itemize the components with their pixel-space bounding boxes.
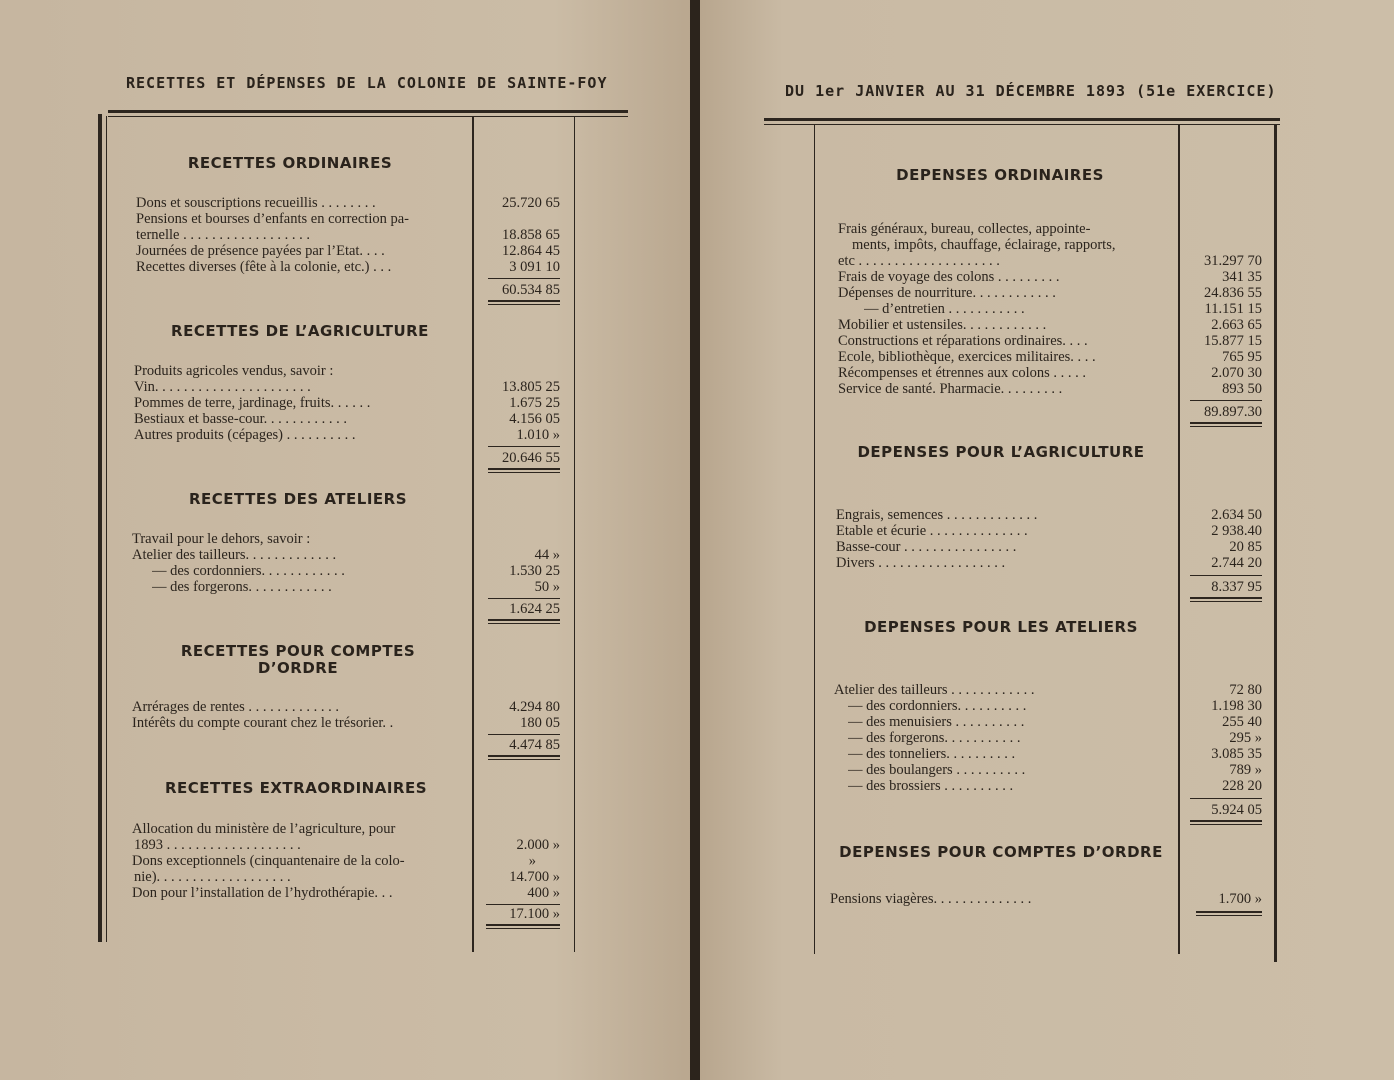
line-item xyxy=(838,253,1268,269)
right-top-rule-thin xyxy=(764,124,1280,125)
line-item xyxy=(838,221,1268,237)
line-amount: 341 35 xyxy=(1222,269,1262,285)
line-amount: 2 938.40 xyxy=(1211,523,1262,539)
right-running-head: DU 1er JANVIER AU 31 DÉCEMBRE 1893 (51e EXERCICE) xyxy=(785,82,1277,100)
section-total: 17.100 » xyxy=(509,906,560,922)
line-amount: 2.000 » xyxy=(516,837,560,853)
line-label: — des forgerons. . . . . . . . . . . . xyxy=(152,579,332,595)
line-item xyxy=(132,821,566,837)
subtotal-rule xyxy=(488,278,560,279)
line-item xyxy=(848,762,1268,778)
section-title-recettes-agriculture: RECETTES DE L’AGRICULTURE xyxy=(171,322,429,340)
line-label: Atelier des tailleurs . . . . . . . . . . . . xyxy=(834,682,1035,698)
line-amount: 1.010 » xyxy=(516,427,560,443)
line-item xyxy=(830,891,1268,907)
line-item xyxy=(848,746,1268,762)
subtotal-rule xyxy=(1190,575,1262,576)
line-label: Journées de présence payées par l’Etat. . . . xyxy=(136,243,385,259)
left-frame-rule xyxy=(98,114,102,942)
left-top-rule-thin xyxy=(108,116,628,117)
line-label: Pommes de terre, jardinage, fruits. . . . . . xyxy=(134,395,371,411)
line-item xyxy=(134,379,566,395)
line-item xyxy=(848,698,1268,714)
section-title-depenses-agriculture: DEPENSES POUR L’AGRICULTURE xyxy=(857,443,1145,461)
line-item xyxy=(836,523,1268,539)
right-left-column-rule xyxy=(814,124,815,954)
line-item xyxy=(848,714,1268,730)
line-amount: 893 50 xyxy=(1222,381,1262,397)
line-item xyxy=(134,869,566,885)
left-frame-rule-thin xyxy=(106,116,107,942)
line-label: Mobilier et ustensiles. . . . . . . . . . . . xyxy=(838,317,1047,333)
line-label: — des brossiers . . . . . . . . . . xyxy=(848,778,1014,794)
line-label: — des menuisiers . . . . . . . . . . xyxy=(848,714,1025,730)
section-title-recettes-comptes-ordre: RECETTES POUR COMPTES D’ORDRE xyxy=(180,642,416,677)
line-amount: 11.151 15 xyxy=(1204,301,1262,317)
line-label: Bestiaux et basse-cour. . . . . . . . . . . . xyxy=(134,411,348,427)
line-label: 1893 . . . . . . . . . . . . . . . . . . . xyxy=(134,837,301,853)
total-double-rule xyxy=(486,928,560,929)
line-label: Allocation du ministère de l’agriculture, pour xyxy=(132,821,396,837)
left-top-rule xyxy=(108,110,628,113)
subtotal-rule xyxy=(1190,400,1262,401)
right-frame-rule xyxy=(1274,124,1277,962)
total-double-rule xyxy=(1196,915,1262,916)
total-double-rule xyxy=(1190,597,1262,599)
line-label: Intérêts du compte courant chez le trésorier. . xyxy=(132,715,394,731)
line-label: nie). . . . . . . . . . . . . . . . . . . xyxy=(134,869,291,885)
line-amount: 14.700 » xyxy=(509,869,560,885)
line-label: Engrais, semences . . . . . . . . . . . . . xyxy=(836,507,1038,523)
line-item xyxy=(834,682,1268,698)
line-amount: 1.675 25 xyxy=(509,395,560,411)
left-right-column-rule xyxy=(574,116,575,952)
line-amount: 72 80 xyxy=(1229,682,1262,698)
line-amount: 18.858 65 xyxy=(502,227,560,243)
line-amount: 1.530 25 xyxy=(509,563,560,579)
line-amount: 255 40 xyxy=(1222,714,1262,730)
line-label: Frais de voyage des colons . . . . . . . . . xyxy=(838,269,1060,285)
total-double-rule xyxy=(488,300,560,302)
line-label: Atelier des tailleurs. . . . . . . . . . . . . xyxy=(132,547,337,563)
line-item xyxy=(152,579,566,595)
line-item xyxy=(838,365,1268,381)
line-item xyxy=(136,211,566,227)
line-label: ments, impôts, chauffage, éclairage, rapports, xyxy=(852,237,1116,253)
line-amount: 31.297 70 xyxy=(1204,253,1262,269)
line-item xyxy=(848,778,1268,794)
line-label: Récompenses et étrennes aux colons . . . . . xyxy=(838,365,1087,381)
line-item xyxy=(136,227,566,243)
line-label: Don pour l’installation de l’hydrothérapie. . . xyxy=(132,885,393,901)
line-amount: 12.864 45 xyxy=(502,243,560,259)
section-total: 5.924 05 xyxy=(1211,802,1262,818)
total-double-rule xyxy=(1190,422,1262,424)
section-total: 4.474 85 xyxy=(509,737,560,753)
line-amount: » xyxy=(528,853,536,869)
line-label: Dons et souscriptions recueillis . . . . . . . . xyxy=(136,195,376,211)
line-amount: 50 » xyxy=(534,579,560,595)
line-label: Autres produits (cépages) . . . . . . . . . . xyxy=(134,427,356,443)
section-title-recettes-ordinaires: RECETTES ORDINAIRES xyxy=(187,154,393,172)
right-page xyxy=(700,0,1394,1080)
line-item xyxy=(136,259,566,275)
line-item xyxy=(838,285,1268,301)
line-item xyxy=(838,333,1268,349)
line-item xyxy=(836,507,1268,523)
total-double-rule xyxy=(488,759,560,760)
total-double-rule xyxy=(488,468,560,470)
line-item xyxy=(852,237,1268,253)
line-amount: 2.070 30 xyxy=(1211,365,1262,381)
line-amount: 2.744 20 xyxy=(1211,555,1262,571)
section-title-depenses-ordinaires: DEPENSES ORDINAIRES xyxy=(896,166,1104,184)
line-item xyxy=(838,381,1268,397)
line-item xyxy=(836,539,1268,555)
line-label: — des cordonniers. . . . . . . . . . . . xyxy=(152,563,345,579)
line-label: Ecole, bibliothèque, exercices militaires. . . . xyxy=(838,349,1096,365)
line-item xyxy=(848,730,1268,746)
line-amount: 765 95 xyxy=(1222,349,1262,365)
line-label: Vin. . . . . . . . . . . . . . . . . . . . . . xyxy=(134,379,311,395)
section-total: 1.624 25 xyxy=(509,601,560,617)
line-amount: 3 091 10 xyxy=(509,259,560,275)
line-item xyxy=(836,555,1268,571)
line-item xyxy=(152,563,566,579)
line-amount: 2.634 50 xyxy=(1211,507,1262,523)
line-amount: 3.085 35 xyxy=(1211,746,1262,762)
total-double-rule xyxy=(1190,601,1262,602)
line-item xyxy=(134,837,566,853)
line-amount: 180 05 xyxy=(520,715,560,731)
line-amount: 2.663 65 xyxy=(1211,317,1262,333)
left-page xyxy=(0,0,692,1080)
line-label: Constructions et réparations ordinaires. . . . xyxy=(838,333,1088,349)
line-label: Arrérages de rentes . . . . . . . . . . . . . xyxy=(132,699,339,715)
total-double-rule xyxy=(1190,824,1262,825)
total-double-rule xyxy=(488,472,560,473)
line-item xyxy=(838,317,1268,333)
line-label: Etable et écurie . . . . . . . . . . . . . . xyxy=(836,523,1028,539)
total-double-rule xyxy=(488,304,560,305)
section-title-depenses-ateliers: DEPENSES POUR LES ATELIERS xyxy=(864,618,1138,636)
line-label: Recettes diverses (fête à la colonie, etc.) . . . xyxy=(136,259,392,275)
line-label: Travail pour le dehors, savoir : xyxy=(132,531,311,547)
line-amount: 228 20 xyxy=(1222,778,1262,794)
line-item xyxy=(132,715,566,731)
line-item xyxy=(864,301,1268,317)
line-item xyxy=(132,885,566,901)
line-item xyxy=(132,531,566,547)
line-amount: 13.805 25 xyxy=(502,379,560,395)
line-label: — des tonneliers. . . . . . . . . . xyxy=(848,746,1016,762)
total-double-rule xyxy=(1196,911,1262,913)
line-label: — des boulangers . . . . . . . . . . xyxy=(848,762,1026,778)
line-item xyxy=(134,363,566,379)
line-label: — des cordonniers. . . . . . . . . . xyxy=(848,698,1027,714)
section-title-recettes-extraordinaires: RECETTES EXTRAORDINAIRES xyxy=(164,779,427,797)
line-amount: 24.836 55 xyxy=(1204,285,1262,301)
subtotal-rule xyxy=(486,904,560,905)
line-amount: 1.198 30 xyxy=(1211,698,1262,714)
line-item xyxy=(132,547,566,563)
line-amount: 1.700 » xyxy=(1218,891,1262,907)
line-label: Dépenses de nourriture. . . . . . . . . . . . xyxy=(838,285,1056,301)
line-item xyxy=(132,699,566,715)
line-label: — des forgerons. . . . . . . . . . . xyxy=(848,730,1021,746)
line-label: Dons exceptionnels (cinquantenaire de la colo- xyxy=(132,853,405,869)
line-label: Produits agricoles vendus, savoir : xyxy=(134,363,334,379)
total-double-rule xyxy=(1190,820,1262,822)
line-amount: 15.877 15 xyxy=(1204,333,1262,349)
line-item xyxy=(838,349,1268,365)
right-top-rule xyxy=(764,118,1280,121)
line-label: — d’entretien . . . . . . . . . . . xyxy=(864,301,1025,317)
line-item xyxy=(136,243,566,259)
line-label: Pensions viagères. . . . . . . . . . . . . . xyxy=(830,891,1032,907)
line-item xyxy=(134,395,566,411)
section-total: 8.337 95 xyxy=(1211,579,1262,595)
line-item xyxy=(132,853,566,869)
section-total: 89.897.30 xyxy=(1204,404,1262,420)
section-total: 20.646 55 xyxy=(502,450,560,466)
line-label: Frais généraux, bureau, collectes, appointe- xyxy=(838,221,1091,237)
line-label: Basse-cour . . . . . . . . . . . . . . . . xyxy=(836,539,1017,555)
line-amount: 4.294 80 xyxy=(509,699,560,715)
line-amount: 400 » xyxy=(527,885,560,901)
line-item xyxy=(134,411,566,427)
left-running-head: RECETTES ET DÉPENSES DE LA COLONIE DE SAINTE-FOY xyxy=(126,74,608,92)
line-label: Service de santé. Pharmacie. . . . . . . . . xyxy=(838,381,1063,397)
line-item xyxy=(134,427,566,443)
total-double-rule xyxy=(1190,426,1262,427)
line-amount: 25.720 65 xyxy=(502,195,560,211)
line-label: etc . . . . . . . . . . . . . . . . . . . . xyxy=(838,253,1000,269)
total-double-rule xyxy=(486,924,560,926)
line-label: Divers . . . . . . . . . . . . . . . . . . xyxy=(836,555,1006,571)
line-item xyxy=(136,195,566,211)
subtotal-rule xyxy=(488,598,560,599)
line-label: Pensions et bourses d’enfants en correction pa- xyxy=(136,211,410,227)
line-item xyxy=(838,269,1268,285)
line-amount: 295 » xyxy=(1229,730,1262,746)
subtotal-rule xyxy=(488,446,560,447)
total-double-rule xyxy=(488,619,560,621)
line-amount: 44 » xyxy=(534,547,560,563)
line-label: ternelle . . . . . . . . . . . . . . . . . . xyxy=(136,227,310,243)
line-amount: 4.156 05 xyxy=(509,411,560,427)
section-total: 60.534 85 xyxy=(502,282,560,298)
total-double-rule xyxy=(488,623,560,624)
line-amount: 20 85 xyxy=(1229,539,1262,555)
total-double-rule xyxy=(488,755,560,757)
section-title-depenses-comptes-ordre: DEPENSES POUR COMPTES D’ORDRE xyxy=(839,843,1163,861)
line-amount: 789 » xyxy=(1229,762,1262,778)
subtotal-rule xyxy=(488,734,560,735)
section-title-recettes-ateliers: RECETTES DES ATELIERS xyxy=(188,490,408,508)
subtotal-rule xyxy=(1190,798,1262,799)
